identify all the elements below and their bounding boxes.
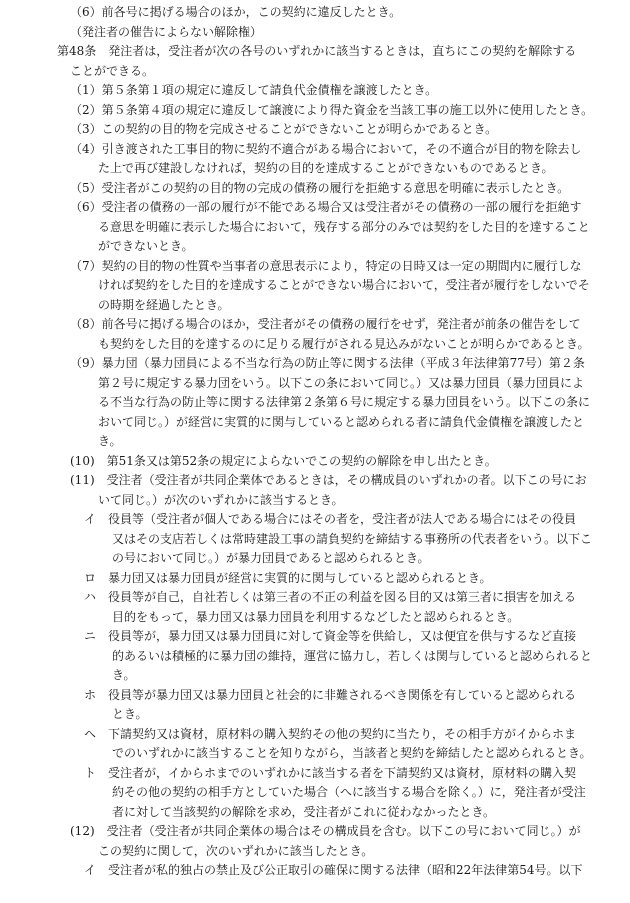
text-line: 第２号に規定する暴力団をいう。以下この条において同じ。）又は暴力団員（暴力団員によ xyxy=(98,375,585,390)
text-line: とき。 xyxy=(112,707,148,721)
text-line: （6）受注者の債務の一部の履行が不能である場合又は受注者がその債務の一部の履行を拒絶す xyxy=(70,200,582,214)
text-line: (11) 受注者（受注者が共同企業体であるときは，その構成員のいずれかの者。以下この号にお xyxy=(70,473,587,487)
text-line: 的あるいは積極的に暴力団の維持，運営に協力し，若しくは関与していると認められると xyxy=(112,648,593,663)
text-line: （6）前各号に掲げる場合のほか，この契約に違反したとき。 xyxy=(70,5,402,19)
text-line: （5）受注者がこの契約の目的物の完成の債務の履行を拒絶する意思を明確に表示したとき。 xyxy=(70,180,570,195)
text-line: 約その他の契約の相手方としていた場合（へに該当する場合を除く。）に，発注者が受注 xyxy=(112,785,586,799)
text-line: 目的をもって，暴力団又は暴力団員を利用するなどしたと認められるとき。 xyxy=(112,609,520,624)
text-line: おいて同じ。）が経営に実質的に関与していると認められる者に請負代金債権を譲渡したと xyxy=(98,414,585,429)
text-line: (12) 受注者（受注者が共同企業体の場合はその構成員を含む。以下この号において同じ。）が xyxy=(70,824,581,838)
text-line: （8）前各号に掲げる場合のほか，受注者がその債務の履行をせず，発注者が前条の催告をして xyxy=(70,317,581,331)
text-line: 又はその支店若しくは常時建設工事の請負契約を締結する事務所の代表者をいう。以下こ xyxy=(112,531,593,546)
text-line: でのいずれかに該当することを知りながら，当該者と契約を締結したと認められるとき。 xyxy=(112,746,592,760)
text-line: ければ契約をした目的を達成することができない場合において，受注者が履行をしないでそ xyxy=(98,278,590,292)
text-line: 者に対して当該契約の解除を求め，受注者がこれに従わなかったとき。 xyxy=(112,804,496,819)
text-line: ハ 役員等が自己，自社若しくは第三者の不正の利益を図る目的又は第三者に損害を加える xyxy=(84,590,577,604)
text-line: ト 受注者が，イからホまでのいずれかに該当する者を下請契約又は資材，原材料の購入契 xyxy=(84,765,577,780)
text-line: も契約をした目的を達するのに足りる履行がされる見込みがないことが明らかであるとき。 xyxy=(98,336,590,351)
text-line: 第48条 発注者は，受注者が次の各号のいずれかに該当するときは，直ちにこの契約を解除する xyxy=(57,44,577,58)
text-line: る意思を明確に表示した場合において，残存する部分のみでは契約をした目的を達すること xyxy=(98,219,590,234)
text-line: の時期を経過したとき。 xyxy=(98,297,230,312)
text-line: （4）引き渡された工事目的物に契約不適合がある場合において，その不適合が目的物を除去し xyxy=(70,141,582,156)
text-line: （7）契約の目的物の性質や当事者の意思表示により，特定の日時又は一定の期間内に履行しな xyxy=(70,258,582,273)
text-line: （発注者の催告によらない解除権） xyxy=(70,24,263,39)
text-line: この契約に関して，次のいずれかに該当したとき。 xyxy=(98,843,374,858)
text-line: いて同じ。）が次のいずれかに該当するとき。 xyxy=(98,492,344,507)
text-line: る不当な行為の防止等に関する法律第２条第６号に規定する暴力団員をいう。以下この条に xyxy=(98,395,591,409)
text-line: ことができる。 xyxy=(70,63,155,78)
text-line: ホ 役員等が暴力団又は暴力団員と社会的に非難されるべき関係を有していると認められる xyxy=(84,687,577,702)
text-line: （2）第５条第４項の規定に違反して譲渡により得た資金を当該工事の施工以外に使用したとき。 xyxy=(70,102,594,117)
text-line: た上で再び建設しなければ，契約の目的を達成することができないものであるとき。 xyxy=(98,161,554,175)
text-line: （9）暴力団（暴力団員による不当な行為の防止等に関する法律（平成３年法律第77号）第２条 xyxy=(70,356,585,370)
text-line: の号において同じ。）が暴力団員であると認められるとき。 xyxy=(112,551,430,565)
text-line: ニ 役員等が，暴力団又は暴力団員に対して資金等を供給し，又は便宜を供与するなど直接 xyxy=(84,629,577,643)
text-line: イ 受注者が私的独占の禁止及び公正取引の確保に関する法律（昭和22年法律第54号。以下 xyxy=(84,863,583,877)
text-line: イ 役員等（受注者が個人である場合にはその者を，受注者が法人である場合にはその役員 xyxy=(84,512,577,526)
text-line: き。 xyxy=(98,434,122,448)
text-line: き。 xyxy=(112,668,136,682)
text-line: ヘ 下請契約又は資材，原材料の購入契約その他の契約に当たり，その相手方がイからホま xyxy=(84,726,577,741)
text-line: （3）この契約の目的物を完成させることができないことが明らかであるとき。 xyxy=(70,122,498,136)
text-line: (10) 第51条又は第52条の規定によらないでこの契約の解除を申し出たとき。 xyxy=(70,453,497,468)
text-line: ロ 暴力団又は暴力団員が経営に実質的に関与していると認められるとき。 xyxy=(84,570,492,585)
text-line: （1）第５条第１項の規定に違反して請負代金債権を譲渡したとき。 xyxy=(70,83,438,97)
text-line: ができないとき。 xyxy=(98,239,194,253)
